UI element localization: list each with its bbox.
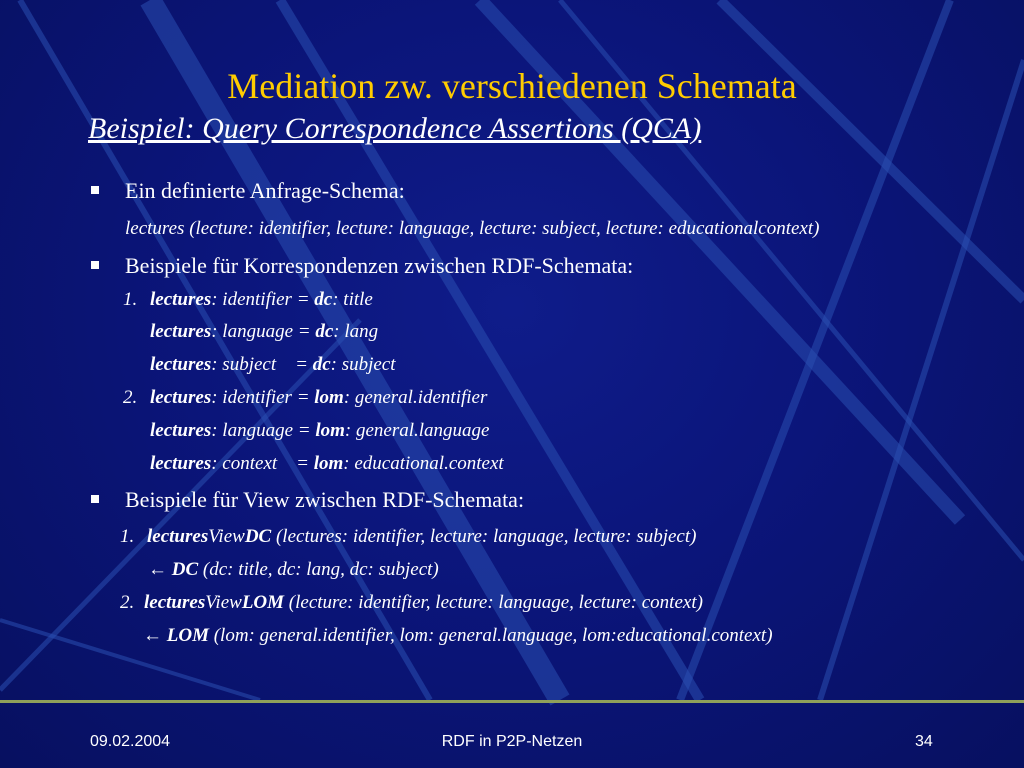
correspondence-row	[150, 420, 489, 442]
schema-name: lectures	[150, 453, 212, 474]
property-text: : title	[332, 289, 373, 310]
view-params: (lectures: identifier, lecture: language, lecture: subject)	[271, 526, 697, 547]
bullet-square-icon	[91, 186, 99, 194]
schema-name: lectures	[150, 289, 212, 310]
bullet-3-text: Beispiele für View zwischen RDF-Schemata:	[125, 487, 525, 512]
property-text: : educational.context	[343, 453, 504, 474]
correspondence-row	[150, 354, 396, 376]
slide-title: Mediation zw. verschiedenen Schemata	[227, 66, 797, 106]
view-mapping	[148, 559, 439, 581]
slide-subtitle: Beispiel: Query Correspondence Assertions (QCA)	[88, 112, 702, 145]
footer-date: 09.02.2004	[90, 733, 171, 750]
schema-name: lectures	[144, 592, 206, 613]
bullet-2-text: Beispiele für Korrespondenzen zwischen RDF-Schemata:	[125, 253, 634, 278]
correspondence-row	[150, 321, 378, 343]
bullet-square-icon	[91, 261, 99, 269]
schema-name: lectures	[150, 354, 212, 375]
property-text: : identifier =	[211, 387, 315, 408]
query-schema-line: lectures (lecture: identifier, lecture: language, lecture: subject, lecture: educationalcontext)	[125, 218, 820, 239]
namespace-name: dc	[314, 289, 333, 310]
schema-name: lectures	[150, 321, 212, 342]
namespace-name: lom	[314, 387, 344, 408]
schema-name: lectures	[147, 526, 209, 547]
footer-title: RDF in P2P-Netzen	[441, 733, 583, 750]
namespace-name: dc	[315, 321, 334, 342]
view-params: (dc: title, dc: lang, dc: subject)	[198, 559, 439, 580]
correspondence-row	[150, 289, 373, 311]
bullet-1-text: Ein definierte Anfrage-Schema:	[125, 178, 405, 203]
list-number: 1.	[120, 526, 135, 547]
arrow-left-icon: ←	[148, 559, 172, 580]
view-definition	[147, 526, 696, 548]
list-number: 1.	[123, 289, 138, 310]
schema-name: lectures	[150, 420, 212, 441]
property-text: : context =	[211, 453, 314, 474]
namespace-name: lom	[313, 453, 344, 474]
view-namespace: DC	[171, 559, 199, 580]
property-text: : identifier =	[211, 289, 315, 310]
bullet-square-icon	[91, 495, 99, 503]
property-text: : general.language	[344, 420, 490, 441]
view-label: View	[208, 526, 245, 547]
view-definition	[144, 592, 703, 614]
view-params: (lom: general.identifier, lom: general.language, lom:educational.context)	[208, 625, 773, 646]
property-text: : lang	[333, 321, 379, 342]
namespace-name: dc	[312, 354, 331, 375]
view-mapping	[143, 625, 773, 647]
property-text: : language =	[211, 321, 316, 342]
list-number: 2.	[120, 592, 135, 613]
namespace-name: lom	[315, 420, 345, 441]
view-params: (lecture: identifier, lecture: language, lecture: context)	[284, 592, 703, 613]
arrow-left-icon: ←	[143, 625, 167, 646]
property-text: : language =	[211, 420, 316, 441]
view-namespace: LOM	[166, 625, 209, 646]
view-label: View	[205, 592, 242, 613]
property-text: : general.identifier	[343, 387, 488, 408]
view-namespace: DC	[244, 526, 272, 547]
property-text: : subject	[330, 354, 396, 375]
schema-name: lectures	[150, 387, 212, 408]
page-number: 34	[915, 733, 933, 750]
correspondence-row	[150, 387, 487, 409]
correspondence-row	[150, 453, 504, 475]
property-text: : subject =	[211, 354, 313, 375]
footer-divider	[0, 700, 1024, 703]
list-number: 2.	[123, 387, 138, 408]
view-namespace: LOM	[241, 592, 285, 613]
